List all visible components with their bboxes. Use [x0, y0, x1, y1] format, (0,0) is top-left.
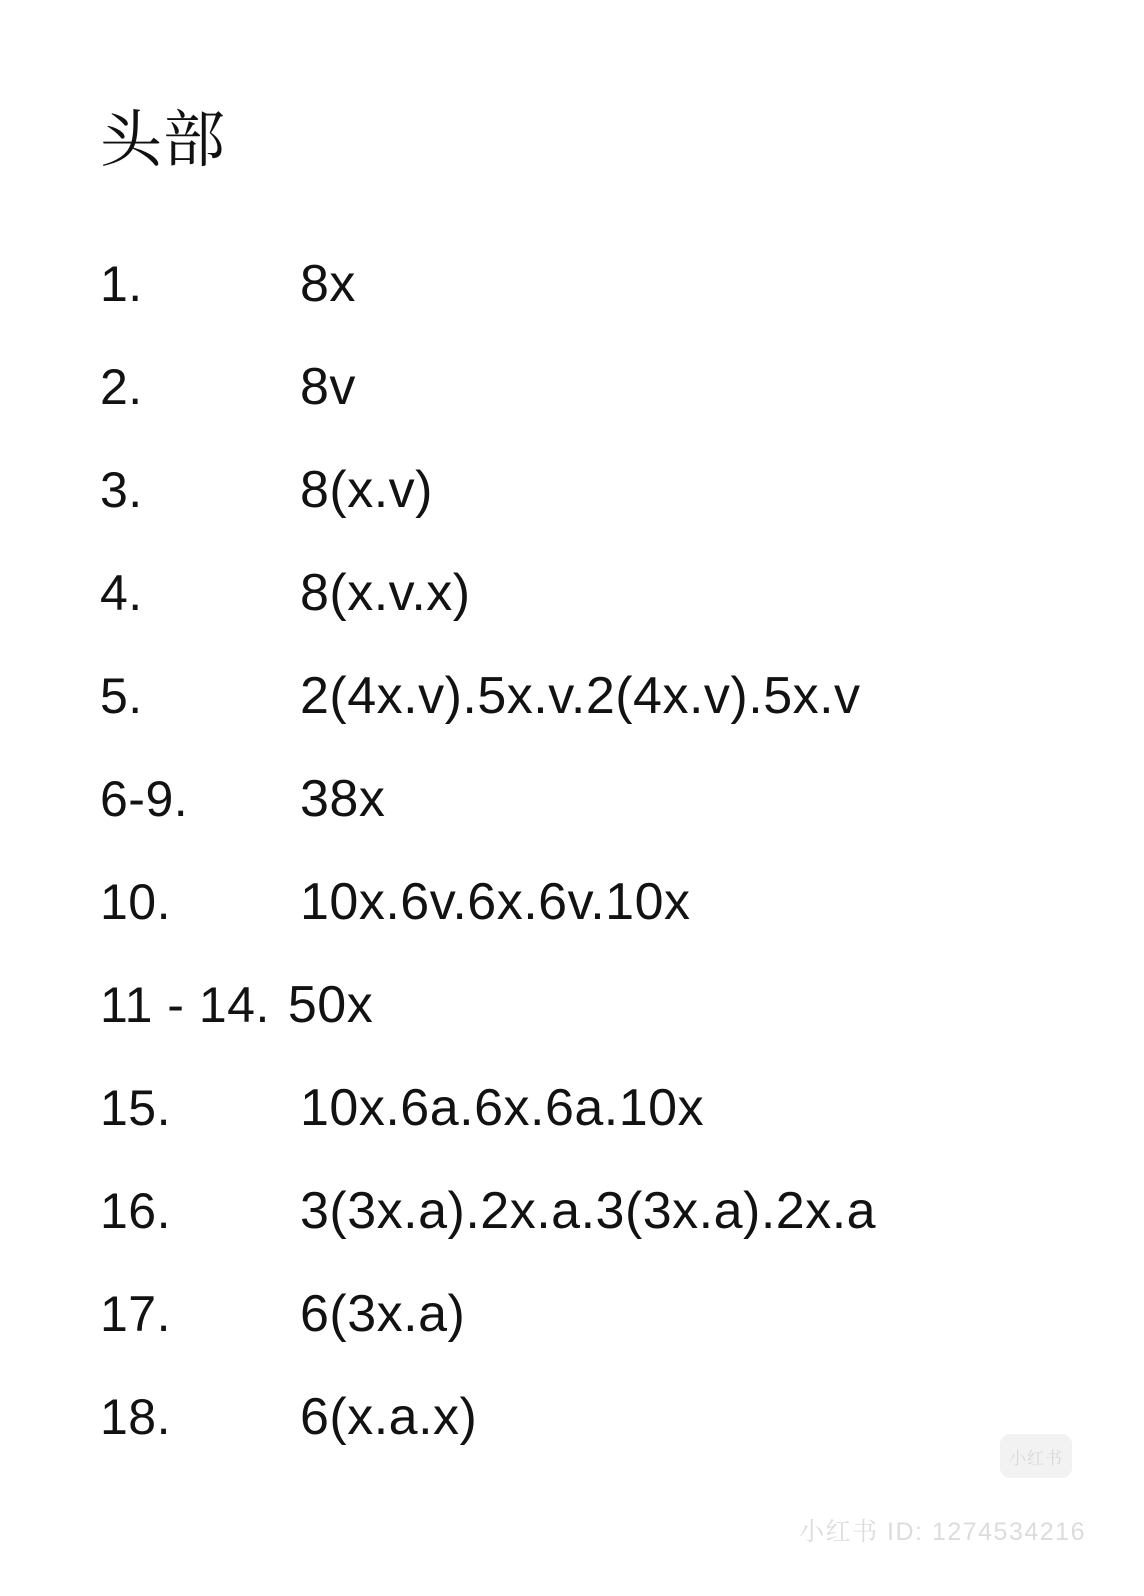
row-value-label: 10x.6a.6x.6a.10x [300, 1079, 705, 1137]
row-index-label: 10. [100, 874, 172, 930]
row-index-label: 5. [100, 668, 143, 724]
row-index-label: 16. [100, 1183, 172, 1239]
row-value-label: 2(4x.v).5x.v.2(4x.v).5x.v [300, 667, 861, 725]
list-item [100, 1182, 1060, 1288]
list-item [100, 976, 1060, 1082]
row-value-label: 50x [287, 976, 374, 1034]
list-item [100, 564, 1060, 670]
list-item [100, 770, 1060, 876]
row-value-label: 6(x.a.x) [300, 1388, 478, 1446]
row-index-label: 6-9. [100, 771, 189, 827]
row-index-label: 2. [100, 359, 143, 415]
list-item [100, 1388, 1060, 1494]
row-value-label: 3(3x.a).2x.a.3(3x.a).2x.a [300, 1182, 877, 1240]
list-item [100, 1079, 1060, 1185]
list-item [100, 667, 1060, 773]
list-item [100, 461, 1060, 567]
row-index-label: 4. [100, 565, 143, 621]
row-value-label: 8v [300, 358, 356, 416]
row-index-label: 1. [100, 256, 143, 312]
list-item [100, 358, 1060, 464]
page-title: 头部 [100, 106, 227, 175]
row-index-label: 18. [100, 1389, 172, 1445]
row-value-label: 10x.6v.6x.6v.10x [300, 873, 691, 931]
row-value-label: 6(3x.a) [300, 1285, 466, 1343]
row-value-label: 8(x.v.x) [300, 564, 471, 622]
list-item [100, 873, 1060, 979]
row-value-label: 8(x.v) [300, 461, 433, 519]
list-item [100, 1285, 1060, 1391]
row-index-label: 15. [100, 1080, 172, 1136]
row-index-label: 11 - 14. [100, 977, 270, 1033]
watermark-logo-label: 小红书 [1009, 1448, 1063, 1468]
xiaohongshu-logo-icon [1000, 1434, 1072, 1478]
row-index-label: 3. [100, 462, 143, 518]
list-item [100, 255, 1060, 361]
row-value-label: 8x [300, 255, 356, 313]
row-index-label: 17. [100, 1286, 172, 1342]
pattern-row-list [100, 255, 1060, 1494]
watermark-user-id: 小红书 ID: 1274534216 [799, 1518, 1086, 1546]
row-value-label: 38x [300, 770, 386, 828]
